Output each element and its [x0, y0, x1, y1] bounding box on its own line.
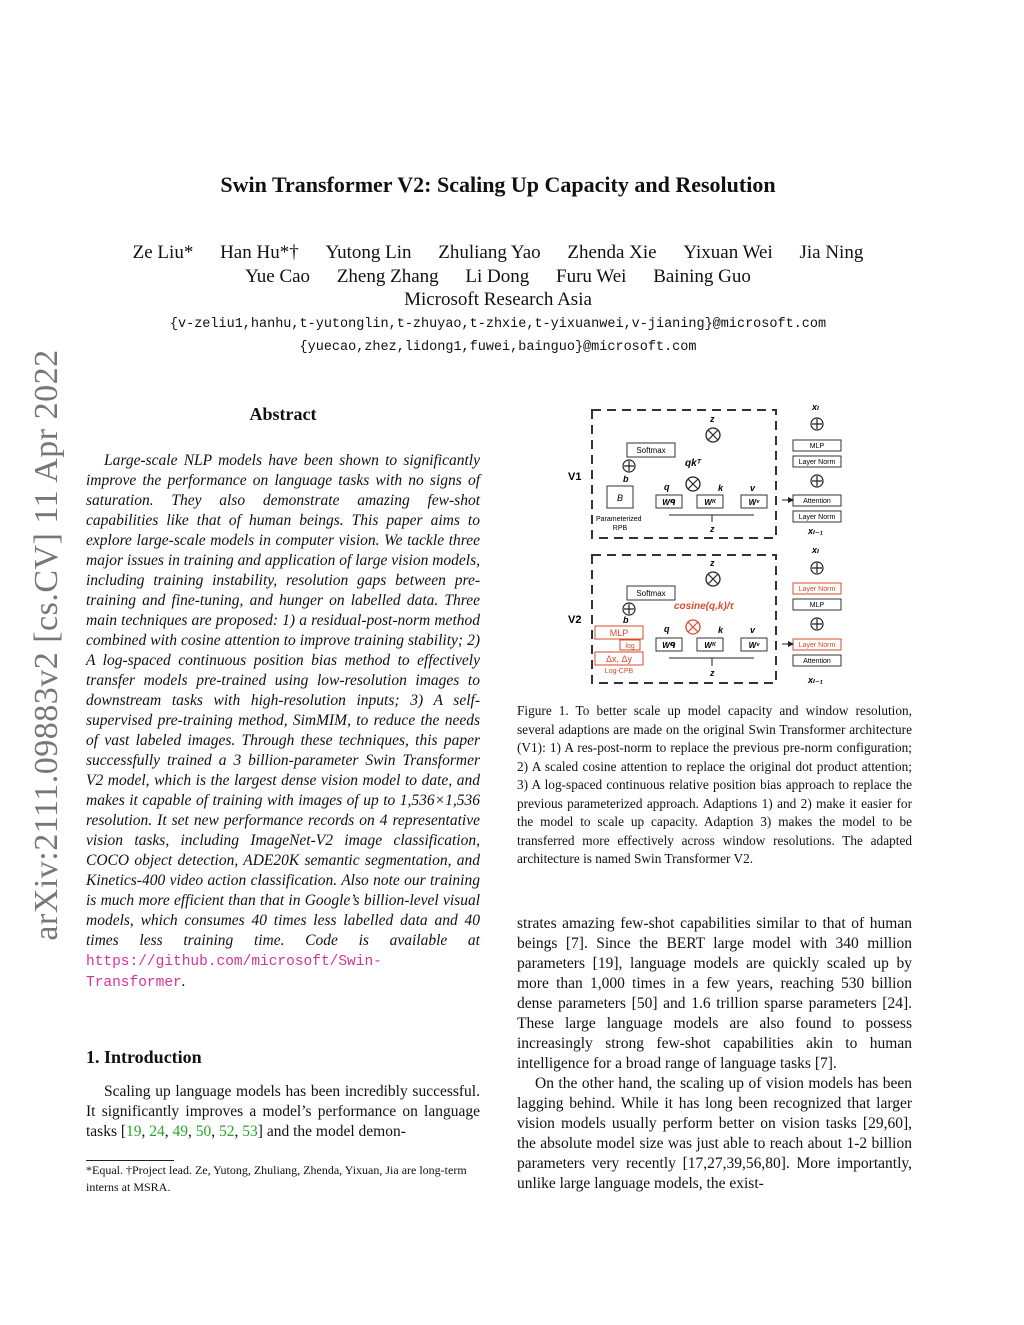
section-title: 1. Introduction [86, 1047, 202, 1067]
delta-label: Δx, Δy [605, 654, 633, 664]
author: Yue Cao [245, 266, 311, 287]
layer-norm-label: Layer Norm [798, 514, 836, 521]
bias-B-label: B [616, 493, 624, 503]
wq-label: Wᑫ [662, 641, 676, 650]
author: Han Hu*† [220, 242, 299, 263]
figure-1-caption: Figure 1. To better scale up model capacity and window resolution, several adaptions are made on the original Swin Transformer architecture (V1): 1) A res-post-norm to replace the previous pre-norm configuration; 2) A scaled cosine attention to replace the original dot product attention; 3) A log-spaced continuous relative position bias approach to replace the previous parameterized approach. Adaptions 1) and 2) make it easier for the model to scale up capacity. Adaption 3) makes the model to be transferred more effectively across window resolutions. The adapted architecture is named Swin Transformer V2. [517, 703, 912, 866]
wk-label: Wᴷ [704, 498, 716, 507]
paragraph: On the other hand, the scaling up of vision models has been lagging behind. While it has long been recognized that larger vision models usually perform better on vision tasks [29,60], the absolute model size was just able to reach about 1-2 billion parameters very recently [17,27,39,56,80]. More importantly, unlike large language models, the exist- [517, 1075, 912, 1192]
author: Yixuan Wei [683, 242, 773, 263]
wk-label: Wᴷ [704, 641, 716, 650]
citation-link[interactable]: 53 [242, 1123, 258, 1140]
abstract-section [86, 404, 480, 993]
z-in-label: z [710, 524, 715, 534]
v1-label: V1 [568, 471, 582, 483]
b-label: b [623, 615, 629, 625]
attention-label: Attention [803, 658, 831, 665]
author: Zhenda Xie [567, 242, 657, 263]
z-in-label: z [710, 668, 715, 678]
author: Ze Liu* [132, 242, 194, 263]
block-mlp-label: MLP [809, 443, 825, 450]
code-link[interactable]: https://github.com/microsoft/Swin-Transformer [86, 954, 382, 991]
x-l-1-label: xₗ₋₁ [808, 526, 823, 536]
email-line-1: {v-zeliu1,hanhu,t-yutonglin,t-zhuyao,t-zhxie,t-yixuanwei,v-jianing}@microsoft.com [169, 317, 827, 332]
wv-label: Wᵛ [748, 641, 760, 650]
softmax-label: Softmax [636, 589, 666, 598]
affiliation: Microsoft Research Asia [404, 289, 592, 310]
arxiv-sidebar-stamp [18, 345, 76, 945]
k-label: k [718, 483, 724, 493]
b-label: b [623, 474, 629, 484]
v-label: v [750, 625, 756, 635]
abstract-title: Abstract [249, 404, 317, 424]
author: Jia Ning [799, 242, 864, 263]
author: Zheng Zhang [336, 266, 439, 287]
log-cpb-label: Log-CPB [604, 668, 634, 675]
abstract-text: Large-scale NLP models have been shown to significantly improve the performance on language tasks with no signs of saturation. They also demonstrate amazing few-shot capabilities like that of human beings. This paper aims to explore large-scale models in computer vision. We tackle three major issues in training and application of large vision models, including training instability, resolution gaps between pre-training and fine-tuning, and hunger on labelled data. Three main techniques are proposed: 1) a residual-post-norm method combined with cosine attention to improve training stability; 2) A log-spaced continuous position bias method to effectively transfer models pre-trained using low-resolution images to downstream tasks with high-resolution inputs; 3) A self-supervised pre-training method, SimMIM, to reduce the needs of vast labeled images. Through these techniques, this paper successfully trained a 3 billion-parameter Swin Transformer V2 model, which is the largest dense vision model to date, and makes it capable of training with images of up to 1,536×1,536 resolution. It set new performance records on 4 representative vision tasks, including ImageNet-V2 image classification, COCO object detection, ADE20K semantic segmentation, and Kinetics-400 video action classification. Also note our training is much more efficient than that in Google’s billion-level visual models, which consumes 40 times less labelled data and 40 times less training time. Code is available at https://github.com/microsoft/Swin-Transformer. [86, 452, 480, 991]
author: Baining Guo [653, 266, 751, 287]
right-column-text [517, 914, 912, 1194]
z-out-label: z [710, 558, 715, 568]
v-label: v [750, 483, 756, 493]
k-label: k [718, 625, 724, 635]
input-lines [669, 658, 754, 666]
attention-label: Attention [803, 498, 831, 505]
wv-label: Wᵛ [748, 498, 760, 507]
footnote-rule [86, 1160, 174, 1161]
wq-label: Wᑫ [662, 498, 676, 507]
citation-link[interactable]: 50 [195, 1123, 212, 1140]
layer-norm-label: Layer Norm [798, 642, 836, 649]
author: Yutong Lin [325, 242, 412, 263]
param-rpb-label: Parameterized [596, 516, 642, 523]
log-label: log [625, 643, 635, 650]
q-label: q [664, 624, 670, 634]
cosine-label: cosine(q,k)/τ [674, 601, 734, 612]
citation-link[interactable]: 19 [126, 1123, 142, 1140]
figure-1-diagram [560, 400, 912, 690]
softmax-label: Softmax [636, 446, 666, 455]
intro-paragraph: Scaling up language models has been incredibly successful. It significantly improves a model’s performance on language tasks [19, 24, 49, 50, 52, 53] and the model demon- [86, 1083, 480, 1140]
layer-norm-label: Layer Norm [798, 459, 836, 466]
author: Zhuliang Yao [438, 242, 541, 263]
footnote: *Equal. †Project lead. Ze, Yutong, Zhuliang, Zhenda, Yixuan, Jia are long-term interns at MSRA. [86, 1163, 467, 1194]
cpb-mlp-label: MLP [609, 628, 629, 638]
introduction-section [86, 1047, 480, 1142]
paper-title: Swin Transformer V2: Scaling Up Capacity and Resolution [220, 172, 776, 197]
layer-norm-label: Layer Norm [798, 586, 836, 593]
citation-link[interactable]: 24 [149, 1123, 165, 1140]
author: Furu Wei [556, 266, 627, 287]
citation-link[interactable]: 49 [172, 1123, 189, 1140]
arxiv-id: arXiv:2111.09883v2 [cs.CV] 11 Apr 2022 [28, 349, 65, 941]
paragraph: strates amazing few-shot capabilities similar to that of human beings [7]. Since the BERT large model with 340 million parameters [19], language models are quickly scaled up by more than 1,000 times in a few years, reaching 530 billion dense parameters [50] and 1.6 trillion sparse parameters [24]. These large language models are also found to possess increasingly strong few-shot capabilities akin to human intelligence for a broad range of language tasks [7]. [517, 915, 912, 1072]
v2-label: V2 [568, 614, 582, 626]
citation-link[interactable]: 52 [219, 1123, 235, 1140]
q-label: q [664, 482, 670, 492]
qkT-label: qkᵀ [685, 458, 701, 469]
author: Li Dong [465, 266, 530, 287]
input-lines [669, 515, 754, 522]
email-line-2: {yuecao,zhez,lidong1,fuwei,bainguo}@microsoft.com [299, 340, 697, 355]
authors-line-2 [0, 266, 996, 288]
x-l-label: xₗ [812, 545, 819, 555]
authors-line-1 [0, 242, 996, 264]
z-out-label: z [710, 414, 715, 424]
x-l-1-label: xₗ₋₁ [808, 675, 823, 685]
block-mlp-label: MLP [809, 602, 825, 609]
x-l-label: xₗ [812, 402, 819, 412]
rpb-label: RPB [612, 525, 628, 532]
